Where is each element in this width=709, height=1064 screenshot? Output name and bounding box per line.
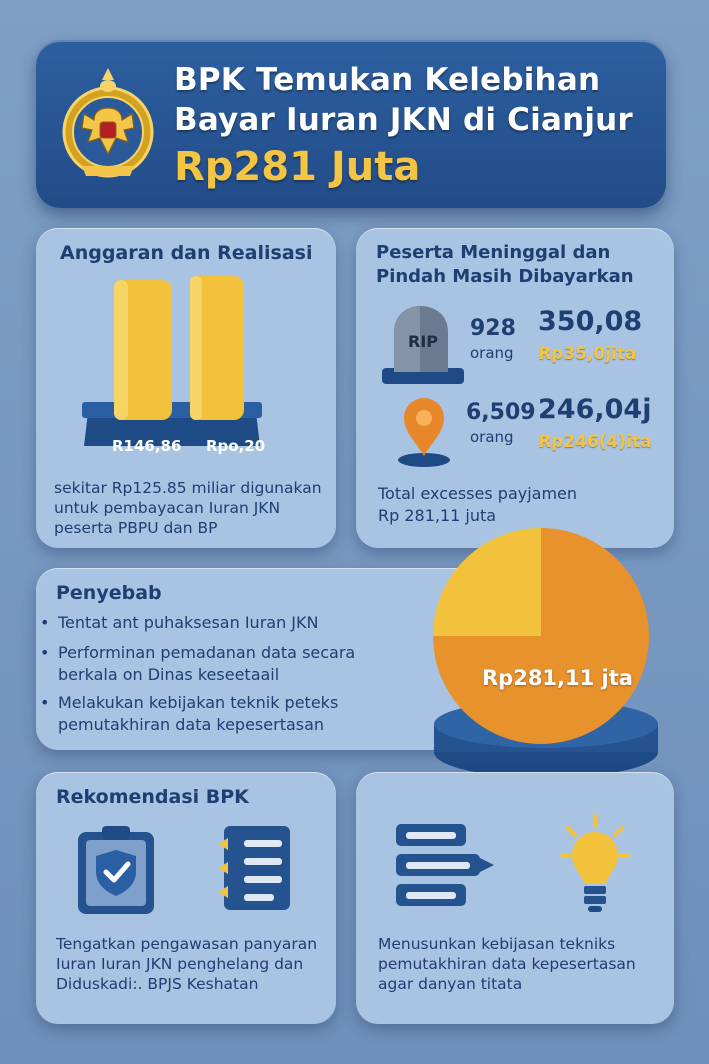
row2-value: 246,04j [538, 394, 652, 425]
pie-slice-yellow [433, 528, 541, 636]
rekomendasi2-text: Menusunkan kebijasan tekniks pemutakhiran data kepesertasan agar danyan titata [378, 935, 636, 993]
header-banner [36, 40, 666, 208]
rekomendasi-heading: Rekomendasi BPK [56, 786, 249, 808]
location-pin-icon [396, 394, 452, 468]
peserta-total-line2: Rp 281,11 juta [378, 506, 497, 525]
bar-label-1: R146,86 [112, 437, 182, 455]
lightbulb-icon [560, 814, 630, 918]
peserta-heading-1: Peserta Meninggal dan [376, 242, 611, 263]
tombstone-text: RIP [408, 332, 438, 351]
bar-label-2: Rpo,20 [206, 437, 266, 455]
server-stack-icon [392, 824, 496, 914]
title-line-2: Bayar Iuran JKN di Cianjur [174, 102, 633, 138]
row1-amount: Rp35,0jita [538, 344, 637, 364]
title-amount: Rp281 Juta [174, 144, 421, 190]
checklist-icon [214, 824, 294, 912]
rekomendasi-text: Tengatkan pengawasan panyaran Iuran Iuran JKN penghelang dan Diduskadi:. BPJS Keshatan [56, 935, 318, 993]
penyebab-item-1: • Tentat ant puhaksesan Iuran JKN [58, 612, 398, 634]
row2-amount: Rp246(4)ita [538, 432, 652, 452]
row1-count: 928 [470, 316, 516, 341]
penyebab-item-3: • Melakukan kebijakan teknik peteks pemutakhiran data kepesertasan [58, 692, 398, 736]
title-line-1: BPK Temukan Kelebihan [174, 62, 601, 98]
peserta-total-line1: Total excesses payjamen [378, 484, 578, 503]
row2-unit: orang [470, 428, 514, 446]
row1-value: 350,08 [538, 306, 643, 337]
pie-chart [428, 526, 668, 786]
penyebab-heading: Penyebab [56, 582, 162, 604]
shield-clipboard-icon [74, 822, 158, 916]
anggaran-description: sekitar Rp125.85 miliar digunakan untuk pembayacan Iuran JKN peserta PBPU dan BP [54, 479, 322, 537]
row2-count: 6,509 [466, 400, 536, 425]
peserta-heading-2: Pindah Masih Dibayarkan [376, 266, 634, 287]
pie-label: Rp281,11 jta [482, 666, 633, 690]
garuda-emblem-icon [54, 58, 162, 190]
penyebab-item-2: • Performinan pemadanan data secara berkala on Dinas keseetaail [58, 642, 398, 686]
anggaran-heading: Anggaran dan Realisasi [60, 242, 313, 264]
row1-unit: orang [470, 344, 514, 362]
